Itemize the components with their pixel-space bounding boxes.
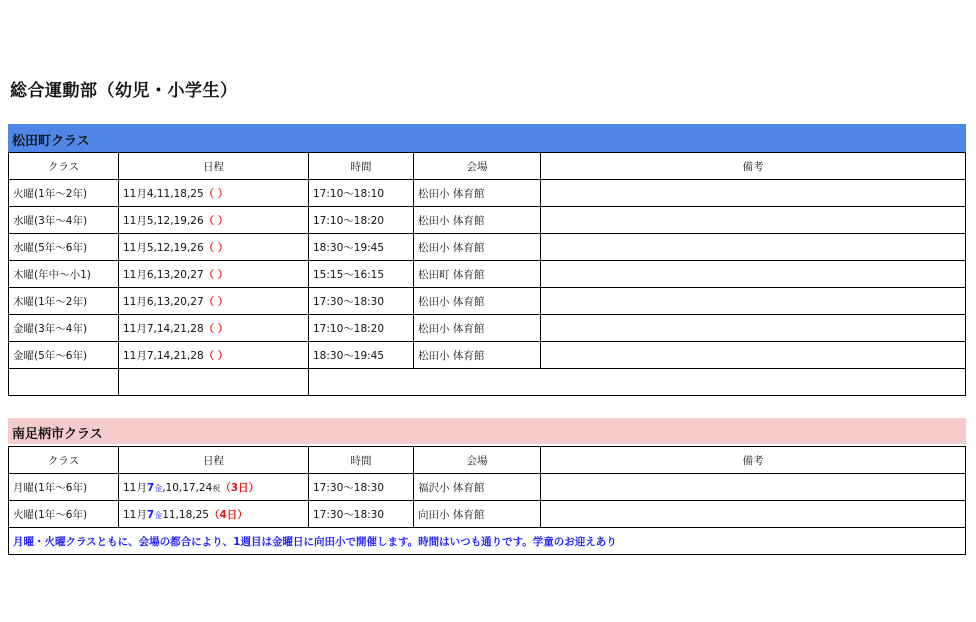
- time-cell: 17:30～18:30: [309, 501, 414, 528]
- notes-cell: [541, 288, 966, 315]
- col-header-venue: 会場: [414, 447, 541, 474]
- notes-cell: [541, 342, 966, 369]
- table-header-row: [9, 153, 966, 180]
- schedule-note: 月曜・火曜クラスともに、会場の都合により、1週目は金曜日に向田小で開催します。時間はいつも通りです。学童のお迎えあり: [9, 528, 966, 555]
- class-cell: 月曜(1年～6年): [9, 474, 119, 501]
- time-cell: 18:30～19:45: [309, 234, 414, 261]
- count-label: （4日）: [208, 508, 248, 521]
- time-cell: 17:30～18:30: [309, 288, 414, 315]
- table-row: [9, 474, 966, 501]
- dates-cell: 11月7金11,18,25（4日）: [119, 501, 309, 528]
- dates-cell: 11月7,14,21,28（ ）: [119, 342, 309, 369]
- time-cell: 17:10～18:20: [309, 315, 414, 342]
- col-header-class: クラス: [9, 153, 119, 180]
- table-row: [9, 207, 966, 234]
- table-row: [9, 288, 966, 315]
- holiday-mark: 祝: [212, 483, 221, 493]
- count-paren: （ ）: [203, 295, 229, 308]
- friday-mark: 金: [154, 510, 163, 520]
- notes-cell: [541, 315, 966, 342]
- col-header-time: 時間: [309, 153, 414, 180]
- empty-row: [9, 369, 966, 396]
- venue-cell: 松田小 体育館: [414, 207, 541, 234]
- venue-cell: 松田小 体育館: [414, 315, 541, 342]
- table-row: [9, 315, 966, 342]
- col-header-time: 時間: [309, 447, 414, 474]
- dates-cell: 11月6,13,20,27（ ）: [119, 288, 309, 315]
- notes-cell: [541, 234, 966, 261]
- dates-cell: 11月7,14,21,28（ ）: [119, 315, 309, 342]
- table-header-row: [9, 447, 966, 474]
- empty-cell: [9, 369, 119, 396]
- table-row: [9, 180, 966, 207]
- table-row: [9, 234, 966, 261]
- count-paren: （ ）: [203, 268, 229, 281]
- matsuda-schedule-table: [8, 152, 966, 396]
- minamiashigara-schedule-table: [8, 446, 966, 555]
- col-header-notes: 備考: [541, 447, 966, 474]
- class-cell: 水曜(5年～6年): [9, 234, 119, 261]
- col-header-dates: 日程: [119, 447, 309, 474]
- dates-cell: 11月6,13,20,27（ ）: [119, 261, 309, 288]
- venue-cell: 向田小 体育館: [414, 501, 541, 528]
- class-cell: 火曜(1年～6年): [9, 501, 119, 528]
- class-cell: 金曜(3年～4年): [9, 315, 119, 342]
- table-row: [9, 501, 966, 528]
- class-cell: 火曜(1年～2年): [9, 180, 119, 207]
- notes-cell: [541, 261, 966, 288]
- count-paren: （ ）: [203, 214, 229, 227]
- section-header-matsuda: 松田町クラス: [8, 124, 966, 152]
- col-header-notes: 備考: [541, 153, 966, 180]
- class-cell: 木曜(1年～2年): [9, 288, 119, 315]
- time-cell: 18:30～19:45: [309, 342, 414, 369]
- notes-cell: [541, 180, 966, 207]
- count-label: （3日）: [220, 481, 260, 494]
- col-header-class: クラス: [9, 447, 119, 474]
- venue-cell: 松田小 体育館: [414, 180, 541, 207]
- dates-cell: 11月5,12,19,26（ ）: [119, 207, 309, 234]
- time-cell: 17:30～18:30: [309, 474, 414, 501]
- venue-cell: 福沢小 体育館: [414, 474, 541, 501]
- time-cell: 17:10～18:10: [309, 180, 414, 207]
- count-paren: （ ）: [203, 349, 229, 362]
- venue-cell: 松田町 体育館: [414, 261, 541, 288]
- venue-cell: 松田小 体育館: [414, 342, 541, 369]
- friday-mark: 金: [154, 483, 163, 493]
- class-cell: 木曜(年中～小1): [9, 261, 119, 288]
- dates-cell: 11月5,12,19,26（ ）: [119, 234, 309, 261]
- empty-cell: [309, 369, 966, 396]
- dates-cell: 11月7金,10,17,24祝（3日）: [119, 474, 309, 501]
- empty-cell: [119, 369, 309, 396]
- time-cell: 15:15～16:15: [309, 261, 414, 288]
- page-title: 総合運動部（幼児・小学生）: [10, 81, 238, 101]
- count-paren: （ ）: [203, 187, 229, 200]
- count-paren: （ ）: [203, 322, 229, 335]
- venue-cell: 松田小 体育館: [414, 234, 541, 261]
- notes-cell: [541, 501, 966, 528]
- notes-cell: [541, 207, 966, 234]
- time-cell: 17:10～18:20: [309, 207, 414, 234]
- table-row: [9, 342, 966, 369]
- class-cell: 水曜(3年～4年): [9, 207, 119, 234]
- class-cell: 金曜(5年～6年): [9, 342, 119, 369]
- dates-cell: 11月4,11,18,25（ ）: [119, 180, 309, 207]
- venue-cell: 松田小 体育館: [414, 288, 541, 315]
- col-header-dates: 日程: [119, 153, 309, 180]
- table-row: [9, 261, 966, 288]
- first-date: 7: [146, 508, 155, 521]
- first-date: 7: [146, 481, 155, 494]
- notes-cell: [541, 474, 966, 501]
- count-paren: （ ）: [203, 241, 229, 254]
- section-header-minamiashigara: 南足柄市クラス: [8, 418, 966, 444]
- col-header-venue: 会場: [414, 153, 541, 180]
- note-row: [9, 528, 966, 555]
